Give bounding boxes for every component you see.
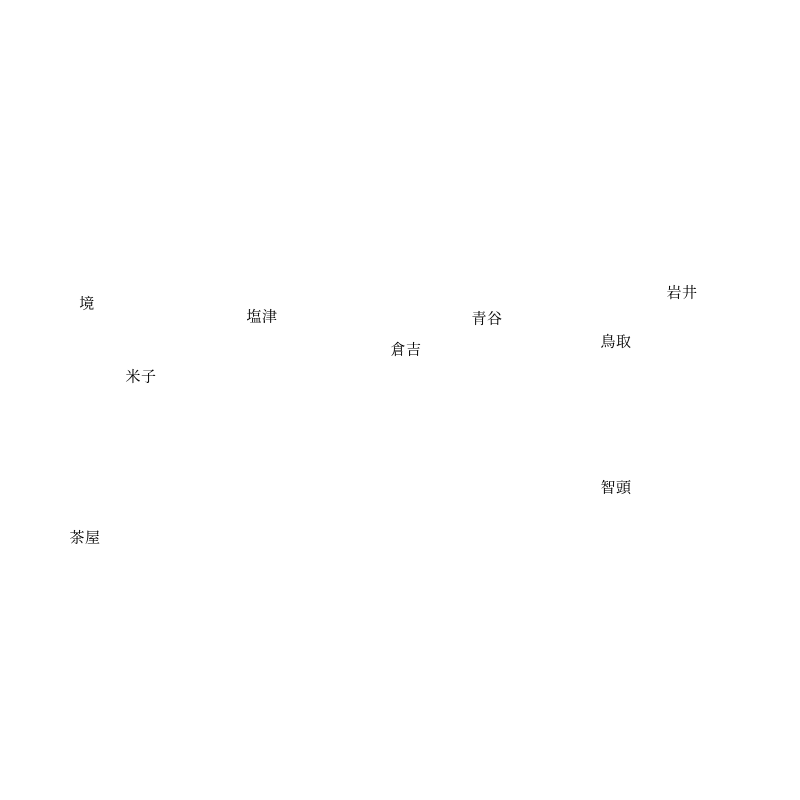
label-iwai: 岩井 — [666, 283, 698, 302]
label-chizu: 智頭 — [600, 478, 632, 497]
label-chaya: 茶屋 — [69, 528, 101, 547]
label-shiotsu: 塩津 — [246, 307, 278, 326]
label-sakai: 境 — [79, 294, 95, 313]
label-tottori: 鳥取 — [600, 332, 632, 351]
label-aoya: 青谷 — [471, 309, 503, 328]
label-kurayoshi: 倉吉 — [390, 340, 422, 359]
label-yonago: 米子 — [125, 367, 157, 386]
